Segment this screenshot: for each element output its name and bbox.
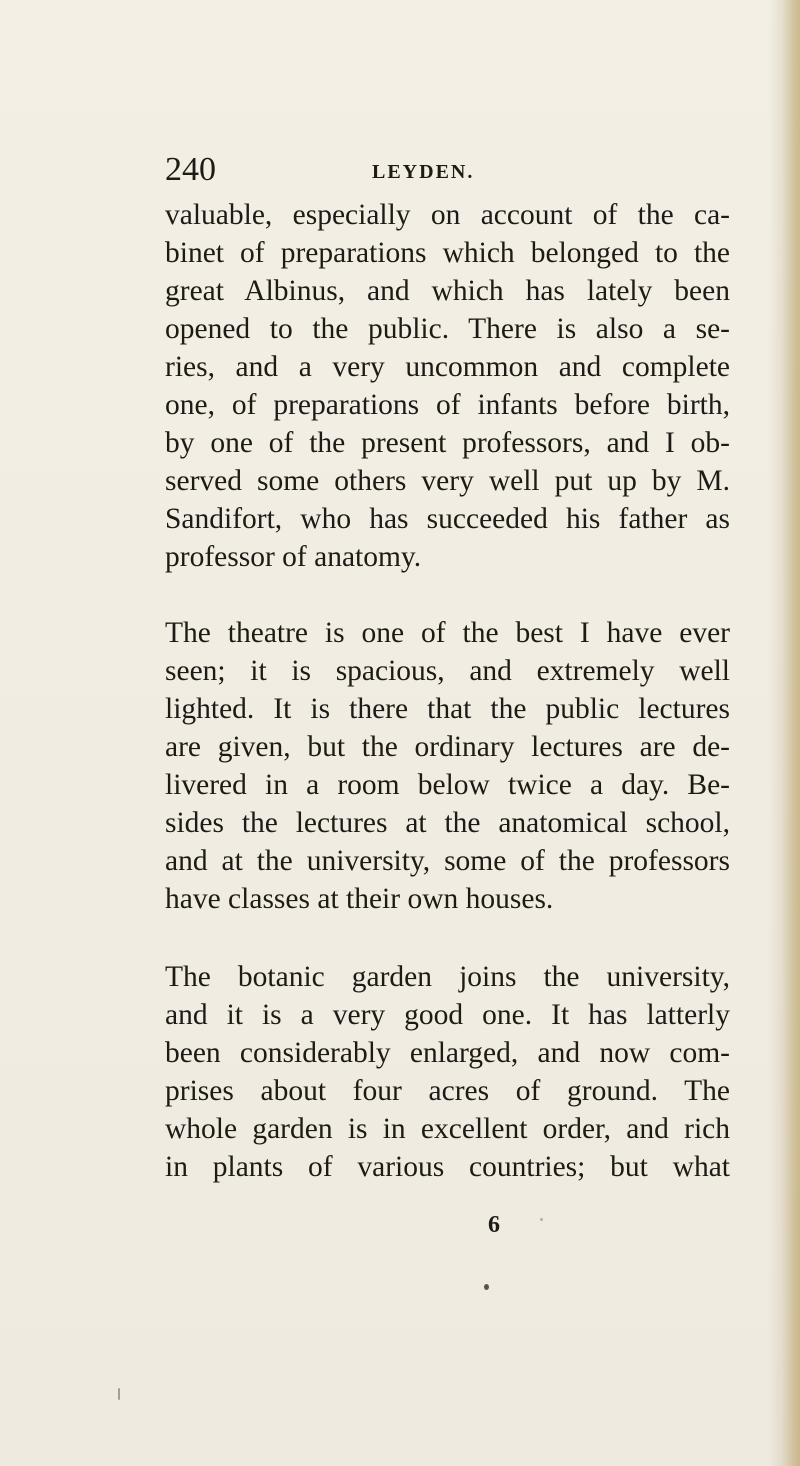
text-line: professor of anatomy. <box>165 541 422 573</box>
text-line: valuable, especially on account of the ca- <box>165 199 730 231</box>
paragraph-1 <box>165 196 730 576</box>
text-line: been considerably enlarged, and now com- <box>165 1037 730 1069</box>
text-line: in plants of various countries; but what <box>165 1151 730 1183</box>
ink-speck <box>540 1218 543 1221</box>
text-line: opened to the public. There is also a se- <box>165 313 730 345</box>
text-line: whole garden is in excellent order, and rich <box>165 1113 730 1145</box>
ink-speck <box>484 1284 489 1290</box>
text-line: livered in a room below twice a day. Be- <box>165 769 730 801</box>
signature-mark: 6 <box>488 1212 500 1238</box>
text-line: ries, and a very uncommon and complete <box>165 351 730 383</box>
text-line: sides the lectures at the anatomical school, <box>165 807 730 839</box>
text-line: one, of preparations of infants before birth, <box>165 389 730 421</box>
paragraph-spacer <box>165 576 730 614</box>
page-number: 240 <box>165 151 216 188</box>
text-line: lighted. It is there that the public lectures <box>165 693 730 725</box>
text-line: and it is a very good one. It has latterly <box>165 999 730 1031</box>
text-line: great Albinus, and which has lately been <box>165 275 730 307</box>
ink-speck <box>118 1388 120 1400</box>
page-edge-shading <box>782 0 800 1466</box>
text-line: seen; it is spacious, and extremely well <box>165 655 730 687</box>
text-line: The theatre is one of the best I have ever <box>165 617 730 649</box>
text-line: binet of preparations which belonged to the <box>165 237 730 269</box>
paragraph-3 <box>165 958 730 1186</box>
text-line: Sandifort, who has succeeded his father as <box>165 503 730 535</box>
text-line: The botanic garden joins the university, <box>165 961 730 993</box>
body-text <box>165 196 730 1186</box>
paragraph-spacer <box>165 918 730 958</box>
paragraph-2 <box>165 614 730 918</box>
text-line: by one of the present professors, and I ob- <box>165 427 730 459</box>
page-header <box>165 151 725 191</box>
text-line: prises about four acres of ground. The <box>165 1075 730 1107</box>
text-line: served some others very well put up by M. <box>165 465 730 497</box>
text-line: and at the university, some of the professors <box>165 845 730 877</box>
running-head: LEYDEN. <box>372 161 475 183</box>
text-line: are given, but the ordinary lectures are de- <box>165 731 730 763</box>
text-line: have classes at their own houses. <box>165 883 554 915</box>
